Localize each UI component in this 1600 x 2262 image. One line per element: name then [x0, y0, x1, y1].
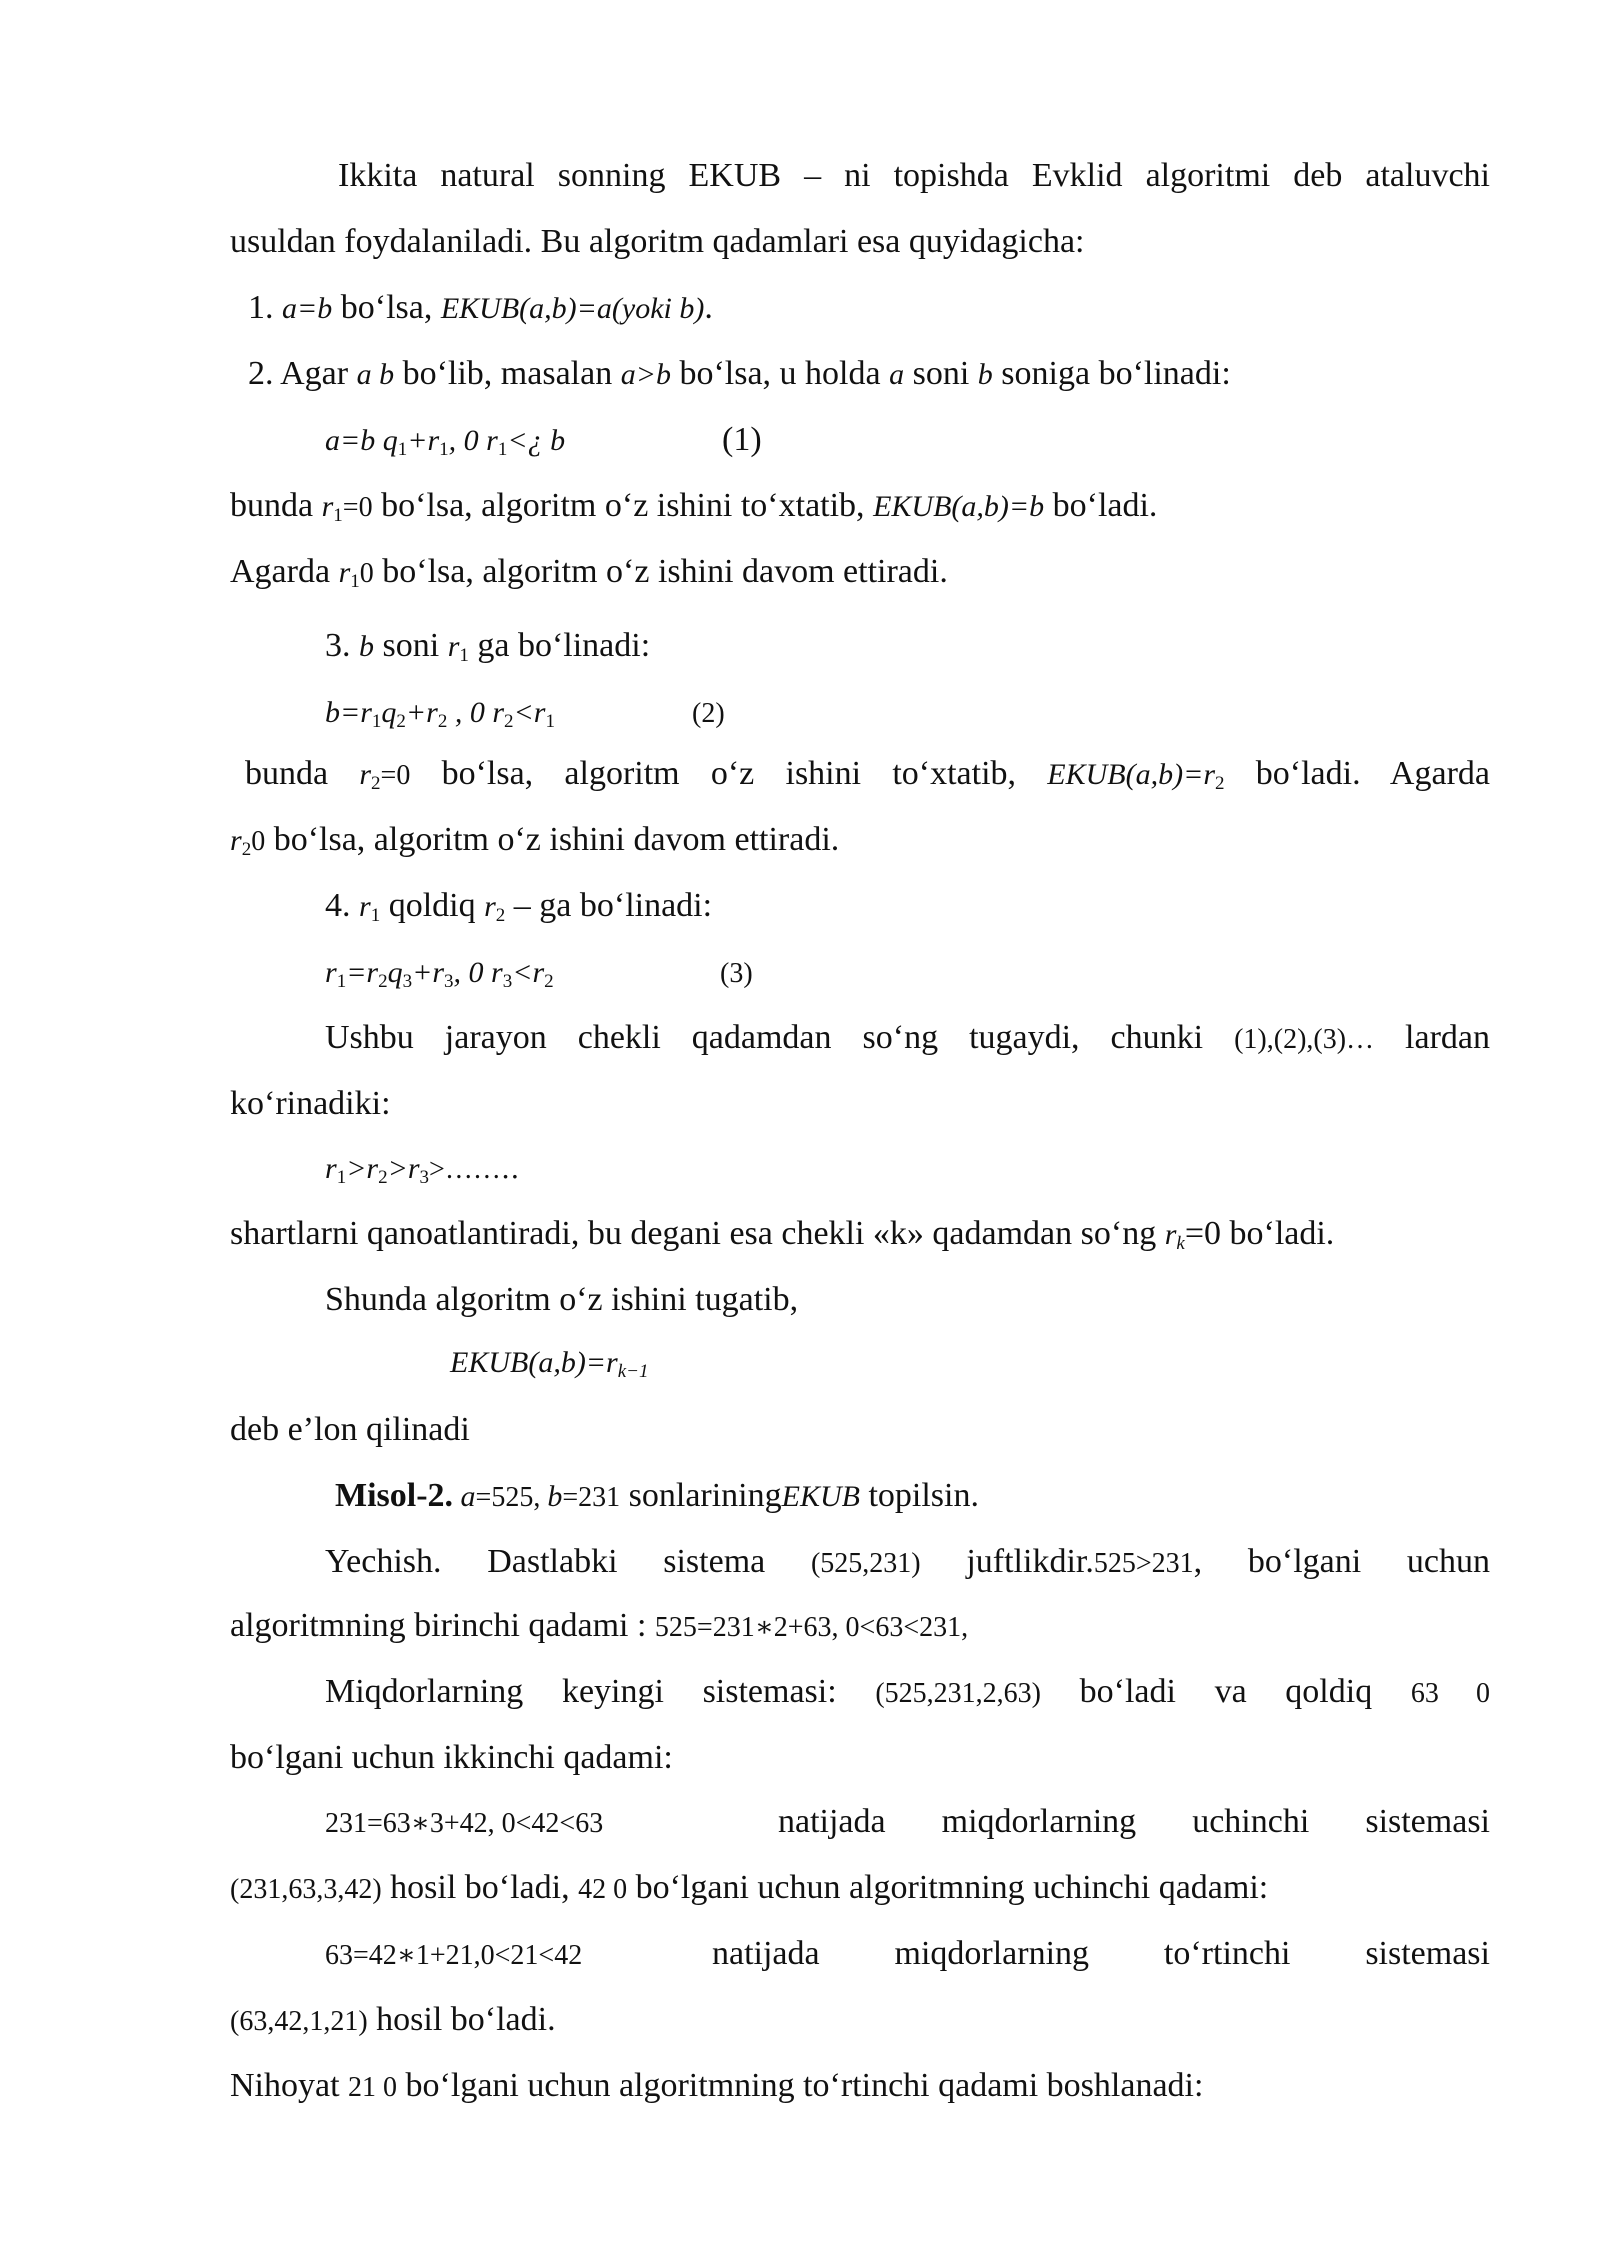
text: soniga bo‘linadi:	[992, 355, 1231, 392]
math: b	[977, 358, 993, 391]
math: b	[547, 1480, 563, 1513]
text: Ikkita natural sonning EKUB – ni topishda Evklid algoritmi deb ataluvchi	[338, 157, 1490, 194]
math: a b	[356, 358, 395, 391]
math: 1	[439, 439, 449, 460]
text: natijada miqdorlarning to‘rtinchi sistemasi	[712, 1935, 1490, 1972]
math: r	[230, 824, 242, 857]
text: 4.	[325, 887, 359, 924]
example-heading	[335, 1474, 979, 1518]
text: qoldiq	[380, 887, 485, 924]
formula-3	[325, 950, 554, 994]
step-2	[248, 352, 1231, 396]
text: bo‘lib, masalan	[394, 355, 621, 392]
text: bo‘lsa, algoritm o‘z ishini to‘xtatib,	[372, 487, 874, 524]
math: EKUB	[781, 1480, 860, 1513]
math: b=r	[325, 696, 372, 729]
text: sonlarining	[620, 1477, 782, 1514]
math: 2	[371, 773, 381, 794]
text: bunda	[230, 487, 322, 524]
text: bo‘lsa, u holda	[670, 355, 890, 392]
math: =0	[342, 492, 373, 523]
paragraph-line-7	[230, 550, 948, 594]
paragraph-line-11	[230, 818, 839, 862]
math: a=b q	[325, 424, 398, 457]
math: r	[447, 630, 460, 663]
math: =r	[346, 956, 379, 989]
math: 1	[497, 439, 508, 460]
text: ko‘rinadiki:	[230, 1085, 391, 1122]
text: bo‘lsa, algoritm o‘z ishini davom ettiradi.	[265, 821, 840, 858]
math: b	[359, 630, 374, 663]
step-1	[248, 286, 713, 330]
math: a>b	[620, 358, 671, 391]
math: r	[359, 758, 372, 791]
text: (1)	[722, 421, 762, 458]
math: >……‥	[429, 1154, 520, 1185]
paragraph-line-28	[712, 1932, 1490, 1976]
math: (525,231)	[810, 1548, 921, 1579]
math: 3	[502, 971, 513, 992]
math: EKUB(a,b)=b	[873, 490, 1045, 523]
math: 42 0	[578, 1874, 628, 1905]
text: =0 bo‘ladi.	[1184, 1215, 1335, 1252]
math: 2	[544, 971, 554, 992]
text: Nihoyat	[230, 2067, 349, 2104]
math: 2	[1215, 773, 1225, 794]
math: 2	[396, 711, 406, 732]
text: juftlikdir.	[920, 1543, 1094, 1580]
equation-number-1	[722, 418, 762, 462]
text: – ga bo‘linadi:	[505, 887, 713, 924]
math: 3	[402, 971, 413, 992]
paragraph-line-22	[325, 1540, 1490, 1584]
math: 525=231∗2+63, 0<63<231,	[654, 1612, 969, 1643]
text: 2. Agar	[248, 355, 357, 392]
example-label: Misol-2.	[335, 1477, 454, 1514]
text: usuldan foydalaniladi. Bu algoritm qadamlari esa quyidagicha:	[230, 223, 1085, 260]
text: Miqdorlarning keyingi sistemasi:	[325, 1673, 876, 1710]
math: r	[338, 556, 351, 589]
math: r	[484, 890, 496, 923]
text: 1.	[248, 289, 282, 326]
text: , bo‘lgani uchun	[1193, 1543, 1490, 1580]
text: deb e’lon qilinadi	[230, 1411, 470, 1448]
math: r	[325, 956, 337, 989]
text: soni	[904, 355, 978, 392]
math: 1	[370, 905, 381, 926]
math: EKUB(a,b)=r	[1047, 758, 1216, 791]
step-4	[325, 884, 712, 928]
math: =0	[380, 760, 411, 791]
math: 2	[495, 905, 506, 926]
text: topilsin.	[859, 1477, 979, 1514]
paragraph-line-6	[230, 484, 1157, 528]
paragraph-line-1	[338, 154, 1490, 198]
paragraph-line-15	[230, 1082, 391, 1126]
math: (231,63,3,42)	[230, 1874, 382, 1905]
paragraph-line-14	[325, 1016, 1490, 1060]
text: hosil bo‘ladi.	[367, 2001, 556, 2038]
equation-number-2	[692, 690, 725, 734]
text: bo‘lgani uchun algoritmning to‘rtinchi qadami boshlanadi:	[397, 2067, 1204, 2104]
paragraph-line-24	[325, 1670, 1490, 1714]
math: k	[1176, 1233, 1185, 1254]
text: bo‘ladi.	[1044, 487, 1158, 524]
math: EKUB(a,b)=r	[450, 1346, 618, 1379]
math: 1	[371, 711, 382, 732]
math: 1	[336, 1167, 347, 1188]
math: 3	[419, 1167, 430, 1188]
text: bo‘lgani uchun ikkinchi qadami:	[230, 1739, 673, 1776]
paragraph-line-2	[230, 220, 1084, 264]
text: lardan	[1374, 1019, 1490, 1056]
math: q	[387, 956, 403, 989]
text: ga bo‘linadi:	[468, 627, 651, 664]
text: bo‘ladi. Agarda	[1224, 755, 1490, 792]
step-3	[325, 624, 650, 668]
math: EKUB(a,b)=a(yoki b)	[440, 292, 705, 325]
text: shartlarni qanoatlantiradi, bu degani esa chekli «k» qadamdan so‘ng	[230, 1215, 1165, 1252]
paragraph-line-18	[325, 1278, 798, 1322]
math: +r	[412, 956, 445, 989]
paragraph-line-26	[778, 1800, 1490, 1844]
formula-1	[325, 418, 565, 462]
math: =525,	[475, 1482, 548, 1513]
math: =231	[562, 1482, 621, 1513]
math: 525>231	[1093, 1548, 1194, 1579]
text: bo‘lsa,	[332, 289, 441, 326]
result-formula	[450, 1340, 649, 1384]
inequality-chain	[325, 1146, 520, 1190]
text: bo‘lsa, algoritm o‘z ishini to‘xtatib,	[410, 755, 1048, 792]
text: natijada miqdorlarning uchinchi sistemasi	[778, 1803, 1490, 1840]
text: soni	[374, 627, 448, 664]
math: <r	[513, 696, 546, 729]
math: (3)	[720, 958, 753, 989]
text: bo‘ladi va qoldiq	[1040, 1673, 1411, 1710]
text: algoritmning birinchi qadami :	[230, 1607, 655, 1644]
text: .	[704, 289, 713, 326]
text: Ushbu jarayon chekli qadamdan so‘ng tugaydi, chunki	[325, 1019, 1235, 1056]
math: 21 0	[348, 2072, 398, 2103]
math: k−1	[617, 1361, 649, 1382]
math: 1	[350, 571, 360, 592]
paragraph-line-27	[230, 1866, 1268, 1910]
paragraph-line-10	[245, 752, 1490, 796]
math: (2)	[692, 698, 725, 729]
math: 63=42∗1+21,0<21<42	[325, 1940, 583, 1971]
math: 231=63∗3+42, 0<42<63	[325, 1808, 604, 1839]
math: r	[359, 890, 371, 923]
paragraph-line-29	[230, 1998, 556, 2042]
math: r	[321, 490, 334, 523]
math: , 0 r	[447, 696, 505, 729]
math: (525,231,2,63)	[875, 1678, 1041, 1709]
math: <r	[512, 956, 545, 989]
math: (63,42,1,21)	[230, 2006, 368, 2037]
math: (1),(2),(3)…	[1234, 1024, 1375, 1055]
paragraph-line-23	[230, 1604, 968, 1648]
math: 2	[378, 1167, 388, 1188]
paragraph-line-25	[230, 1736, 673, 1780]
math: 1	[545, 711, 555, 732]
math: 2	[241, 839, 252, 860]
math: r	[1164, 1218, 1177, 1251]
math: 0	[359, 558, 374, 589]
math: 1	[333, 505, 343, 526]
paragraph-line-20	[230, 1408, 470, 1452]
math: 1	[336, 971, 347, 992]
text: Agarda	[230, 553, 339, 590]
text: bunda	[245, 755, 360, 792]
math: 1	[459, 645, 469, 666]
math: >r	[346, 1152, 379, 1185]
math: 0	[251, 826, 266, 857]
math: >r	[387, 1152, 420, 1185]
math: 1	[397, 439, 408, 460]
text: bo‘lsa, algoritm o‘z ishini davom ettiradi.	[373, 553, 948, 590]
step-formula-3	[325, 1932, 582, 1976]
paragraph-line-17	[230, 1212, 1334, 1256]
formula-2	[325, 690, 555, 734]
math: 63 0	[1410, 1678, 1490, 1709]
equation-number-3	[720, 950, 753, 994]
math: q	[381, 696, 397, 729]
math: r	[325, 1152, 337, 1185]
math: <¿ b	[507, 424, 566, 457]
math: , 0 r	[453, 956, 503, 989]
paragraph-line-30	[230, 2064, 1203, 2108]
math: , 0 r	[448, 424, 498, 457]
text: Shunda algoritm o‘z ishini tugatib,	[325, 1281, 799, 1318]
math: +r	[407, 424, 440, 457]
math: 3	[444, 971, 454, 992]
math: a	[453, 1480, 476, 1513]
math: +r	[405, 696, 438, 729]
math: a=b	[282, 292, 333, 325]
text: 3.	[325, 627, 359, 664]
step-formula-2	[325, 1800, 603, 1844]
text: hosil bo‘ladi,	[381, 1869, 579, 1906]
math: a	[889, 358, 905, 391]
text: bo‘lgani uchun algoritmning uchinchi qadami:	[627, 1869, 1269, 1906]
math: 2	[378, 971, 388, 992]
text: Yechish. Dastlabki sistema	[325, 1543, 811, 1580]
math: 2	[437, 711, 448, 732]
math: 2	[504, 711, 514, 732]
